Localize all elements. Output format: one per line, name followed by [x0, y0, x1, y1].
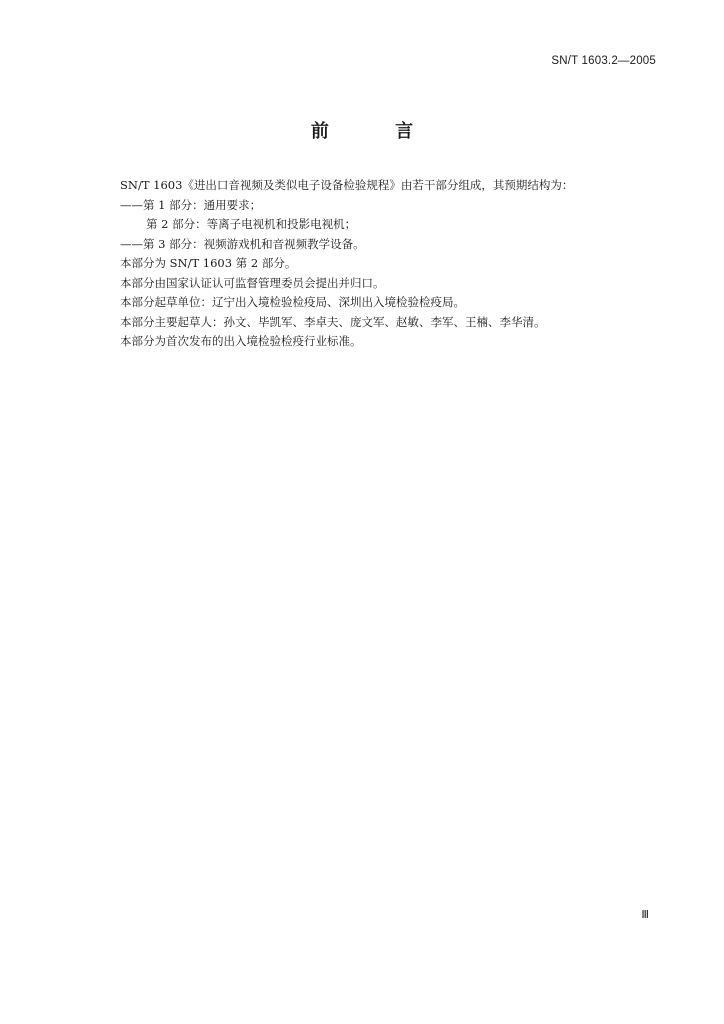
paragraph-proposed-by: 本部分由国家认证认可监督管理委员会提出并归口。 — [120, 275, 385, 290]
list-item-part-3: ——第 3 部分：视频游戏机和音视频教学设备。 — [120, 236, 365, 251]
paragraph-this-part: 本部分为 SN/T 1603 第 2 部分。 — [120, 256, 297, 270]
standard-code: SN/T 1603.2—2005 — [551, 55, 656, 67]
list-item-part-2: 第 2 部分：等离子电视机和投影电视机； — [146, 217, 357, 231]
paragraph-drafting-units: 本部分起草单位：辽宁出入境检验检疫局、深圳出入境检验检疫局。 — [120, 295, 465, 309]
page-number: Ⅲ — [641, 909, 649, 921]
page-title: 前 言 — [310, 121, 444, 142]
paragraph-drafters: 本部分主要起草人：孙文、毕凯军、李卓夫、庞文军、赵敏、李军、王楠、李华清。 — [120, 314, 546, 329]
paragraph-first-release: 本部分为首次发布的出入境检验检疫行业标准。 — [120, 334, 362, 348]
paragraph-structure-intro: SN/T 1603《进出口音视频及类似电子设备检验规程》由若干部分组成，其预期结构为： — [120, 178, 574, 192]
foreword-body — [120, 176, 660, 352]
list-item-part-1: ——第 1 部分：通用要求； — [120, 197, 262, 212]
